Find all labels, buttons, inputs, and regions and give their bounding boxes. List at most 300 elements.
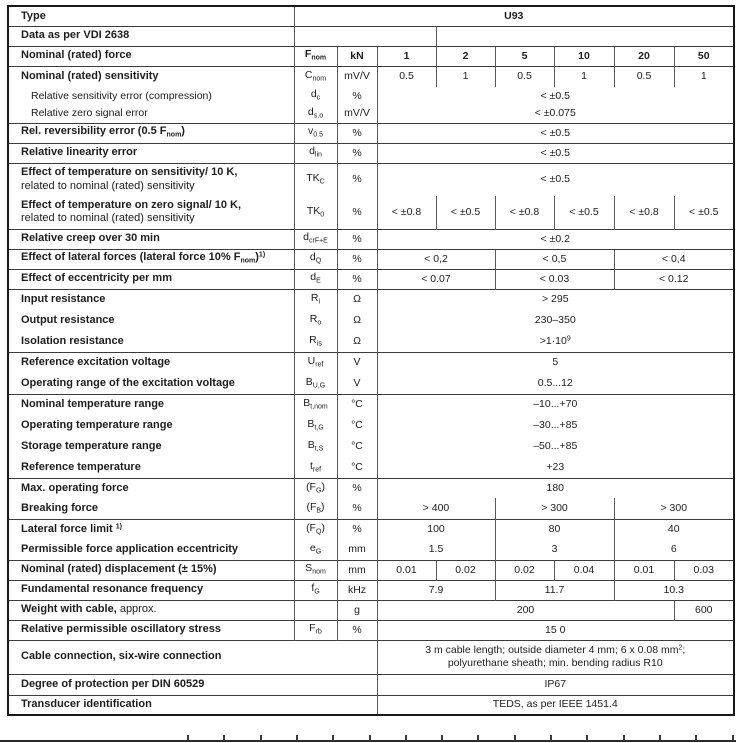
symbol-cell: [294, 457, 337, 478]
value-cell: [436, 560, 495, 580]
value-cell: [436, 66, 495, 87]
next-table-column-tick: [260, 735, 262, 741]
value-cell: [554, 196, 614, 229]
row-label: [8, 519, 294, 539]
text-segment: B: [307, 438, 315, 451]
row-label: [8, 478, 294, 498]
unit-cell: [337, 331, 377, 352]
symbol-cell: [294, 123, 337, 143]
value-cell: [495, 580, 614, 600]
text-segment: °C: [351, 398, 363, 411]
value-cell: [495, 539, 614, 560]
text-segment: °C: [351, 419, 363, 432]
value-cell: [377, 674, 734, 695]
text-segment: Ω: [353, 293, 361, 306]
row-force-eccentricity: [8, 539, 734, 560]
symbol-cell: [294, 539, 337, 560]
symbol-cell: [294, 600, 337, 620]
value-cell: [495, 66, 554, 87]
text-segment: 0.01: [396, 563, 417, 576]
text-segment: %: [352, 232, 362, 245]
row-temp-effect-zero: [8, 196, 734, 229]
text-segment: related to nominal (rated) sensitivity: [21, 212, 195, 225]
next-table-column-tick: [550, 735, 552, 741]
row-type: [8, 6, 734, 26]
unit-cell: [337, 289, 377, 310]
text-segment: Relative sensitivity error (compression): [31, 89, 212, 102]
row-label: [8, 123, 294, 143]
symbol-cell: [294, 498, 337, 519]
row-nominal-sensitivity: [8, 66, 734, 87]
text-segment: 0.5: [636, 70, 652, 83]
symbol-cell: [294, 620, 337, 640]
row-identification: [8, 695, 734, 715]
text-segment: IP67: [544, 678, 567, 691]
value-cell: [614, 269, 734, 289]
value-cell: [436, 46, 495, 66]
symbol-cell: [294, 269, 337, 289]
symbol-cell: [294, 229, 337, 249]
unit-cell: [337, 539, 377, 560]
next-table-column-tick: [586, 735, 588, 741]
text-segment: B: [305, 375, 313, 388]
text-segment: 5: [552, 356, 559, 369]
row-label: [8, 66, 294, 87]
text-segment: U: [307, 355, 316, 368]
text-segment: < ±0.5: [540, 126, 570, 139]
text-segment: 0.02: [455, 563, 476, 576]
text-segment: 5: [521, 49, 528, 62]
value-cell: [377, 66, 436, 87]
row-label: [8, 6, 294, 26]
text-segment: nom: [312, 568, 326, 576]
text-segment: mV/V: [344, 107, 370, 120]
unit-cell: [337, 457, 377, 478]
text-segment: B: [316, 507, 322, 515]
text-segment: crF+E: [308, 237, 328, 245]
text-segment: mm: [348, 563, 366, 576]
text-segment: Effect of eccentricity per mm: [21, 272, 172, 285]
symbol-cell: [294, 46, 337, 66]
text-segment: < ±0.8: [391, 205, 422, 218]
row-label: [8, 143, 294, 163]
unit-cell: [337, 143, 377, 163]
row-breaking-force: [8, 498, 734, 519]
symbol-cell: [294, 394, 337, 415]
text-segment: Cable connection, six-wire connection: [21, 650, 222, 663]
text-segment: < ±0.8: [509, 205, 540, 218]
unit-cell: [337, 352, 377, 373]
text-segment: 100: [427, 522, 445, 535]
text-segment: Ω: [353, 334, 361, 347]
text-segment: 2: [462, 49, 469, 62]
value-cell: [377, 457, 734, 478]
text-segment: d: [303, 231, 309, 244]
value-cell: [495, 560, 554, 580]
text-segment: %: [352, 272, 362, 285]
row-label: [8, 196, 294, 229]
row-max-operating-force: [8, 478, 734, 498]
text-segment: 50: [697, 49, 710, 62]
value-cell: [377, 249, 495, 269]
value-cell: [377, 640, 734, 674]
row-linearity-error: [8, 143, 734, 163]
text-segment: %: [352, 481, 362, 494]
symbol-cell: [294, 352, 337, 373]
text-segment: 1.5: [428, 542, 444, 555]
symbol-cell: [294, 196, 337, 229]
text-segment: °C: [351, 440, 363, 453]
value-cell: [377, 87, 734, 105]
text-segment: o: [317, 319, 322, 327]
text-segment: mm: [348, 542, 366, 555]
value-cell: [377, 560, 436, 580]
value-cell: [674, 560, 734, 580]
text-segment: S: [305, 562, 313, 575]
row-label: [8, 498, 294, 519]
row-input-resistance: [8, 289, 734, 310]
row-label: [8, 394, 294, 415]
text-segment: ): [181, 125, 185, 138]
text-segment: ref: [312, 466, 322, 474]
text-segment: nom: [312, 75, 327, 83]
text-segment: Reference excitation voltage: [21, 356, 171, 369]
text-segment: Fundamental resonance frequency: [21, 583, 204, 596]
spec-table: [7, 5, 735, 716]
text-segment: 20: [638, 49, 650, 62]
next-table-column-tick: [441, 735, 443, 741]
text-segment: Nominal temperature range: [21, 398, 165, 411]
text-segment: Permissible force application eccentricity: [21, 542, 239, 555]
row-label: [8, 310, 294, 331]
unit-cell: [337, 519, 377, 539]
text-segment: ): [321, 500, 325, 513]
text-segment: Nominal (rated) force: [21, 49, 132, 62]
text-segment: 0.01: [633, 563, 655, 576]
text-segment: °C: [351, 460, 363, 473]
next-table-edge: [0, 734, 736, 743]
text-segment: 1: [581, 70, 587, 83]
row-weight: [8, 600, 734, 620]
text-segment: lin: [314, 151, 322, 159]
text-segment: 3 m cable length; outside diameter 4 mm; 6 x 0.08 mm: [425, 644, 679, 657]
symbol-cell: [294, 289, 337, 310]
text-segment: %: [352, 623, 362, 636]
text-segment: (F: [306, 500, 317, 513]
symbol-cell: [294, 560, 337, 580]
text-segment: 180: [546, 481, 565, 494]
row-output-resistance: [8, 310, 734, 331]
text-segment: < ±0.5: [540, 89, 570, 102]
text-segment: TK: [306, 204, 321, 217]
value-cell: [554, 66, 614, 87]
unit-cell: [337, 105, 377, 123]
row-temp-effect-sensitivity: [8, 163, 734, 196]
text-segment: d: [309, 145, 315, 158]
row-operating-temp: [8, 415, 734, 436]
text-segment: F: [309, 622, 316, 635]
text-segment: < 0.12: [659, 272, 689, 285]
value-cell: [377, 105, 734, 123]
text-segment: nom: [240, 257, 256, 265]
value-cell: [674, 600, 734, 620]
text-segment: < 0.07: [421, 272, 451, 285]
text-segment: 230–350: [534, 314, 576, 327]
unit-cell: [337, 163, 377, 196]
value-cell: [377, 519, 495, 539]
row-label: [8, 289, 294, 310]
value-cell: [495, 249, 614, 269]
text-segment: +23: [546, 460, 565, 473]
text-segment: Isolation resistance: [21, 334, 124, 347]
row-label: [8, 436, 294, 457]
text-segment: Relative creep over 30 min: [21, 232, 160, 245]
unit-cell: [337, 498, 377, 519]
text-segment: 15 0: [545, 623, 566, 636]
text-segment: Reference temperature: [21, 460, 141, 473]
text-segment: Operating range of the excitation voltage: [21, 376, 235, 389]
unit-cell: [337, 249, 377, 269]
text-segment: 9: [566, 335, 571, 343]
text-segment: Q: [315, 528, 322, 536]
value-cell: [377, 310, 734, 331]
row-label: [8, 229, 294, 249]
symbol-cell: [294, 105, 337, 123]
value-cell: [377, 163, 734, 196]
spec-table-body: [8, 6, 734, 715]
text-segment: d: [310, 88, 317, 101]
value-cell: [377, 143, 734, 163]
text-segment: s,o: [313, 112, 324, 120]
row-label: [8, 640, 377, 674]
text-segment: >1·10: [539, 334, 567, 347]
next-table-column-tick: [223, 735, 225, 741]
text-segment: Nominal (rated) sensitivity: [21, 70, 159, 83]
row-lateral-force-limit: [8, 519, 734, 539]
text-segment: < 0,5: [542, 252, 567, 265]
text-segment: 3: [551, 542, 558, 555]
text-segment: Relative linearity error: [21, 146, 138, 159]
symbol-cell: [294, 478, 337, 498]
text-segment: E: [316, 277, 321, 285]
value-cell: [614, 498, 734, 519]
unit-cell: [337, 229, 377, 249]
unit-cell: [337, 123, 377, 143]
unit-cell: [337, 620, 377, 640]
text-segment: ): [321, 521, 325, 534]
text-segment: < 0,2: [424, 252, 448, 265]
row-lateral-forces: [8, 249, 734, 269]
value-cell: [377, 695, 734, 715]
value-cell: [377, 229, 734, 249]
unit-cell: [337, 436, 377, 457]
value-cell: [377, 373, 734, 394]
text-segment: C: [304, 69, 313, 82]
text-segment: Transducer identification: [21, 698, 152, 711]
value-cell: [495, 498, 614, 519]
symbol-cell: [294, 331, 337, 352]
text-segment: Effect of temperature on zero signal/ 10 K,: [21, 198, 242, 211]
text-segment: Relative permissible oscillatory stress: [21, 623, 221, 636]
value-cell: [614, 249, 734, 269]
text-segment: kHz: [347, 583, 367, 596]
text-segment: 1): [115, 523, 122, 531]
text-segment: Max. operating force: [21, 481, 129, 494]
text-segment: d: [309, 251, 316, 264]
text-segment: R: [309, 333, 317, 346]
row-label: [8, 695, 377, 715]
text-segment: G: [315, 548, 322, 556]
value-cell: [377, 394, 734, 415]
text-segment: %: [352, 126, 362, 139]
value-cell: [377, 352, 734, 373]
text-segment: < ±0.8: [629, 205, 659, 218]
text-segment: Output resistance: [21, 313, 115, 326]
text-segment: G: [314, 588, 320, 596]
next-table-column-tick: [659, 735, 661, 741]
row-sensitivity-error: [8, 87, 734, 105]
text-segment: polyurethane sheath; min. bending radius R10: [447, 657, 663, 669]
symbol-cell: [294, 519, 337, 539]
text-segment: Effect of lateral forces (lateral force 10% F: [21, 251, 241, 264]
text-segment: ref: [315, 361, 324, 369]
text-segment: R: [310, 292, 319, 305]
value-cell: [614, 519, 734, 539]
text-segment: approx.: [116, 603, 157, 616]
symbol-cell: [294, 310, 337, 331]
text-segment: Storage temperature range: [21, 439, 162, 452]
text-segment: Breaking force: [21, 501, 99, 514]
symbol-cell: [294, 415, 337, 436]
value-cell: [294, 6, 734, 26]
row-label: [8, 539, 294, 560]
row-vdi: [8, 26, 734, 46]
row-displacement: [8, 560, 734, 580]
text-segment: c: [316, 94, 321, 102]
row-label: [8, 163, 294, 196]
text-segment: g: [354, 603, 360, 616]
text-segment: 40: [667, 522, 680, 535]
next-table-column-tick: [514, 735, 516, 741]
row-nominal-temp: [8, 394, 734, 415]
unit-cell: [337, 580, 377, 600]
row-label: [8, 269, 294, 289]
value-cell: [495, 519, 614, 539]
text-segment: 1: [700, 70, 707, 83]
text-segment: < ±0.5: [689, 205, 719, 218]
value-cell: [377, 478, 734, 498]
value-cell: [614, 539, 734, 560]
text-segment: C: [319, 178, 325, 186]
text-segment: > 300: [541, 501, 568, 514]
text-segment: 1: [403, 49, 410, 62]
value-cell: [436, 196, 495, 229]
text-segment: < 0.03: [539, 272, 570, 285]
row-cable-connection: [8, 640, 734, 674]
row-creep: [8, 229, 734, 249]
text-segment: B: [303, 397, 311, 410]
row-label: [8, 580, 294, 600]
row-label: [8, 560, 294, 580]
text-segment: 0.03: [693, 563, 714, 576]
text-segment: < ±0.5: [450, 205, 481, 218]
next-table-column-tick: [332, 735, 334, 741]
row-label: [8, 620, 294, 640]
value-cell: [377, 123, 734, 143]
text-segment: ;: [682, 644, 686, 657]
row-protection: [8, 674, 734, 695]
text-segment: 0.5: [313, 131, 323, 139]
value-cell: [614, 66, 674, 87]
value-cell: [614, 560, 674, 580]
value-cell: [377, 331, 734, 352]
row-ref-excitation: [8, 352, 734, 373]
unit-cell: [337, 478, 377, 498]
text-segment: > 295: [541, 293, 569, 306]
value-cell: [614, 196, 674, 229]
row-label: [8, 352, 294, 373]
unit-cell: [337, 560, 377, 580]
text-segment: t: [309, 459, 313, 472]
row-oscillatory-stress: [8, 620, 734, 640]
row-sublabel: [8, 105, 294, 123]
next-table-column-tick: [623, 735, 625, 741]
text-segment: Data as per VDI 2638: [21, 29, 130, 42]
text-segment: ): [321, 480, 325, 493]
unit-cell: [337, 87, 377, 105]
value-cell: [674, 196, 734, 229]
row-label: [8, 373, 294, 394]
symbol-cell: [294, 436, 337, 457]
row-resonance-frequency: [8, 580, 734, 600]
text-segment: (F: [306, 521, 316, 534]
text-segment: –50...+85: [533, 440, 578, 453]
text-segment: Input resistance: [21, 293, 106, 306]
text-segment: Weight with cable,: [21, 603, 117, 616]
text-segment: U93: [504, 9, 524, 22]
row-zero-signal-error: [8, 105, 734, 123]
text-segment: mV/V: [344, 70, 370, 83]
next-table-column-tick: [369, 735, 371, 741]
row-sublabel: [8, 87, 294, 105]
value-cell: [377, 600, 674, 620]
value-cell: [674, 46, 734, 66]
unit-cell: [337, 415, 377, 436]
next-table-column-tick: [296, 735, 298, 741]
text-segment: TK: [306, 172, 320, 185]
text-segment: 0.5: [517, 70, 532, 83]
text-segment: > 300: [660, 501, 688, 514]
value-cell: [377, 269, 495, 289]
unit-cell: [337, 310, 377, 331]
next-table-column-tick: [405, 735, 407, 741]
row-label: [8, 415, 294, 436]
value-cell: [674, 66, 734, 87]
text-segment: is: [316, 340, 322, 348]
text-segment: < ±0.5: [540, 146, 570, 159]
text-segment: Nominal (rated) displacement (± 15%): [21, 563, 217, 576]
text-segment: < ±0.2: [540, 232, 570, 245]
unit-cell: [337, 196, 377, 229]
unit-cell: [337, 269, 377, 289]
next-table-column-tick: [695, 735, 697, 741]
row-label: [8, 26, 294, 46]
text-segment: d: [310, 271, 317, 284]
row-label: [8, 600, 294, 620]
value-cell: [495, 46, 554, 66]
row-excitation-range: [8, 373, 734, 394]
text-segment: F: [304, 48, 312, 61]
